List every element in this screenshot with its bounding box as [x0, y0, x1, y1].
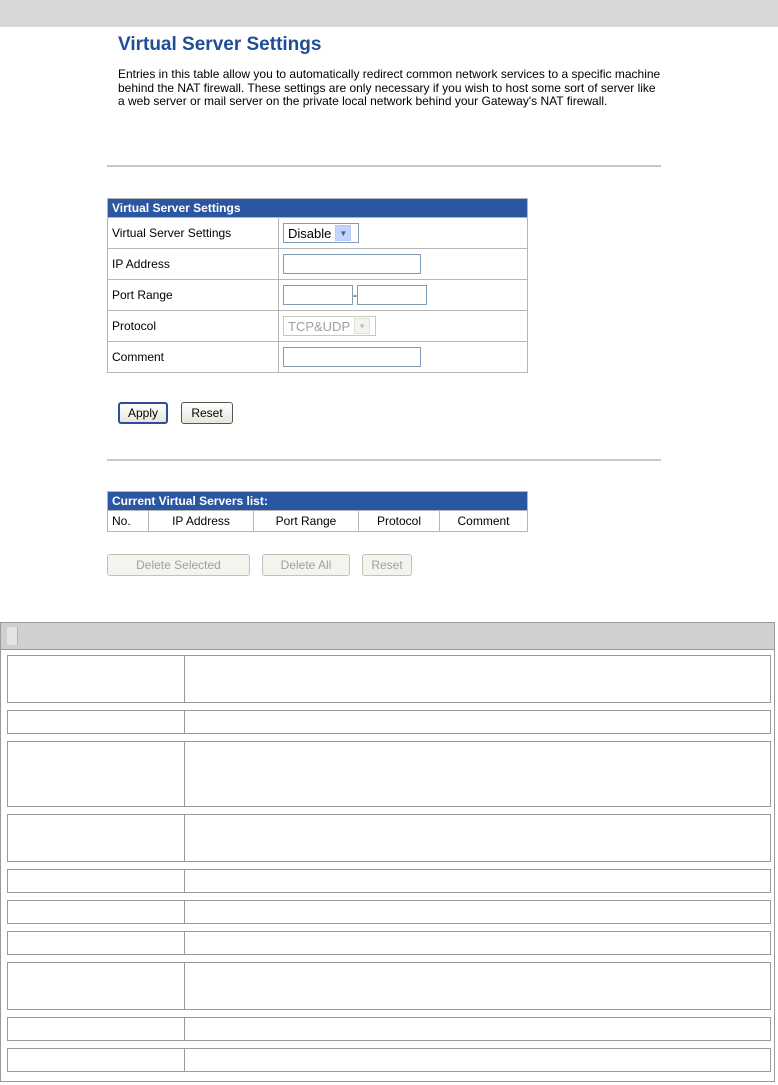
table-row: [7, 655, 771, 703]
page-title: Virtual Server Settings: [118, 34, 322, 55]
table-row: [7, 741, 771, 807]
column-header-comment: Comment: [440, 511, 528, 532]
list-panel-header: Current Virtual Servers list:: [108, 492, 528, 511]
table-row: [7, 900, 771, 924]
port-to-input[interactable]: [357, 285, 427, 305]
column-header-protocol: Protocol: [359, 511, 440, 532]
table-row: [7, 814, 771, 862]
protocol-field-cell: [279, 311, 528, 342]
list-reset-button[interactable]: Reset: [362, 554, 412, 576]
parameter-table-header: [1, 623, 774, 650]
port-from-input[interactable]: [283, 285, 353, 305]
enable-select[interactable]: [283, 223, 359, 243]
parameter-table: [0, 622, 775, 1082]
port-separator: -: [353, 288, 357, 302]
protocol-label: Protocol: [108, 311, 279, 342]
page-description: Entries in this table allow you to automatically redirect common network services to a specific machine behind the NAT firewall. These settings are only necessary if you wish to host some sort of server like a web server or mail server on the private local network behind your Gateway's NAT firewall.: [118, 67, 661, 108]
chevron-down-icon: ▼: [335, 225, 351, 241]
divider: [107, 459, 661, 461]
virtual-server-settings-panel: [107, 198, 528, 373]
apply-button[interactable]: Apply: [118, 402, 168, 424]
reset-button[interactable]: Reset: [181, 402, 233, 424]
table-row: [7, 1017, 771, 1041]
divider: [107, 165, 661, 167]
delete-selected-button[interactable]: Delete Selected: [107, 554, 250, 576]
ip-address-field-cell: [279, 249, 528, 280]
table-row: [7, 710, 771, 734]
comment-input[interactable]: [283, 347, 421, 367]
enable-label: Virtual Server Settings: [108, 218, 279, 249]
protocol-select[interactable]: [283, 316, 376, 336]
port-range-label: Port Range: [108, 280, 279, 311]
enable-field-cell: [279, 218, 528, 249]
column-header-ip-address: IP Address: [149, 511, 254, 532]
comment-field-cell: [279, 342, 528, 373]
top-bar: [0, 0, 778, 27]
enable-select-value: Disable: [288, 225, 332, 241]
protocol-select-value: TCP&UDP: [288, 318, 351, 334]
delete-all-button[interactable]: Delete All: [262, 554, 350, 576]
table-row: [7, 931, 771, 955]
table-row: [7, 962, 771, 1010]
table-row: [7, 869, 771, 893]
port-range-field-cell: [279, 280, 528, 311]
column-header-no: No.: [108, 511, 149, 532]
comment-label: Comment: [108, 342, 279, 373]
virtual-servers-list-panel: [107, 491, 528, 532]
column-header-port-range: Port Range: [254, 511, 359, 532]
ip-address-label: IP Address: [108, 249, 279, 280]
table-row: [7, 1048, 771, 1072]
ip-address-input[interactable]: [283, 254, 421, 274]
chevron-down-icon: ▼: [354, 318, 370, 334]
settings-panel-header: Virtual Server Settings: [108, 199, 528, 218]
